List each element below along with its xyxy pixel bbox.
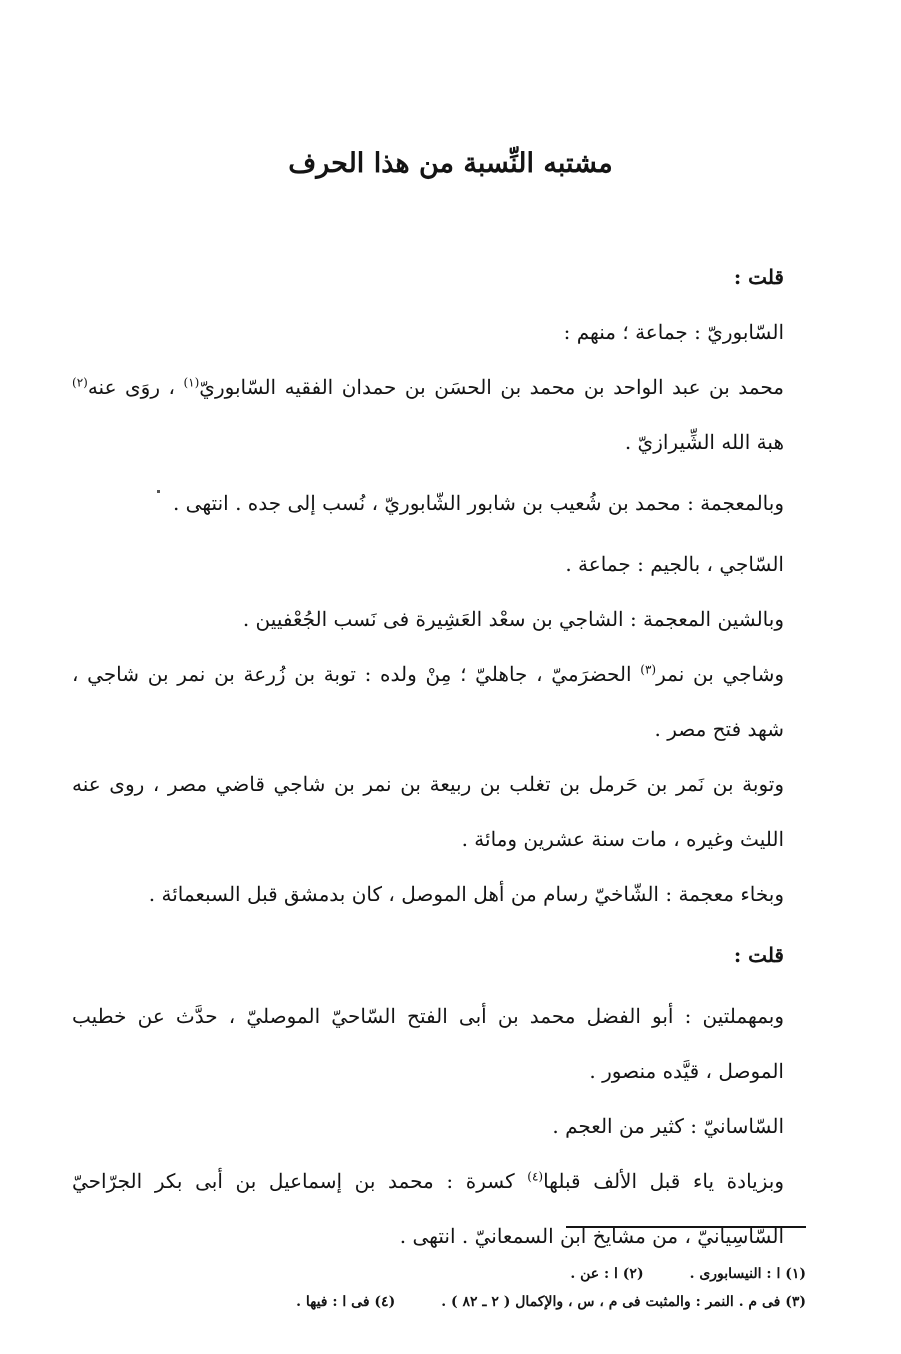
paragraph-shakhi: وبخاء معجمة : الشّاخيّ رسام من أهل الموصل ، كان بدمشق قبل السبعمائة . [148, 882, 784, 906]
footnote-ref-1: (١) [183, 375, 200, 390]
paragraph-text: محمد بن عبد الواحد بن محمد بن الحسَن بن حمدان الفقيه السّابوريّ [199, 375, 784, 399]
paragraph-text: الحضرَميّ ، جاهليّ ؛ مِنْ ولده : توبة بن زُرعة بن نمر بن شاجي ، شهد فتح مصر . [72, 662, 784, 741]
paragraph-sahi: وبمهملتين : أبو الفضل محمد بن أبى الفتح السّاحيّ الموصليّ ، حدَّث عن خطيب الموصل ، قيَّده منصور . [72, 1004, 784, 1083]
paragraph-text: ، روَى عنه [87, 375, 184, 399]
footnote-ref-2: (٢) [72, 375, 88, 390]
footnote-ref-3: (٣) [640, 662, 657, 677]
paragraph-sasiyani [72, 1154, 784, 1264]
paragraph-text: هبة الله الشِّيرازيّ . [624, 430, 784, 454]
footnote-2: (٢) ا : عن . [570, 1266, 644, 1282]
paragraph-muhammad-ibn-abd-al-wahid [72, 360, 784, 470]
scan-speck [157, 490, 160, 493]
page-title: مشتبه النِّسبة من هذا الحرف [288, 148, 613, 179]
footnote-4: (٤) فى ا : فيها . [296, 1294, 396, 1310]
paragraph-text: وشاجي بن نمر [656, 662, 784, 686]
paragraph-text: كسرة : محمد بن إسماعيل بن أبى بكر الجرّاحيّ السّاسِيانيّ ، من مشايخ ابن السمعانيّ . انتهى . [72, 1169, 784, 1248]
paragraph-saburi: السّابوريّ : جماعة ؛ منهم : [563, 320, 784, 344]
footnote-divider [566, 1226, 806, 1228]
footnote-3: (٣) فى م . النمر : والمثبت فى م ، س ، والإكمال ( ٢ ـ ٨٢ ) . [441, 1294, 806, 1310]
footnote-line-1 [86, 1260, 806, 1288]
paragraph-tawba-ibn-nimr: وتوبة بن نَمر بن حَرمل بن تغلب بن ربيعة بن نمر بن شاجي قاضي مصر ، روى عنه الليث وغيره ، مات سنة عشرين ومائة . [72, 772, 784, 851]
paragraph-sasani: السّاسانيّ : كثير من العجم . [552, 1114, 784, 1138]
footnote-ref-4: (٤) [527, 1169, 544, 1184]
footnote-1: (١) ا : النيسابورى . [689, 1266, 806, 1282]
paragraph-shaburi: وبالمعجمة : محمد بن شُعيب بن شابور الشّابوريّ ، نُسب إلى جده . انتهى . [172, 491, 784, 515]
paragraph-shaji: وبالشين المعجمة : الشاجي بن سعْد العَشِيرة فى نَسب الجُعْفيين . [242, 607, 784, 631]
paragraph-saji: السّاجي ، بالجيم : جماعة . [565, 552, 784, 576]
paragraph-qultu-2: قلت : [733, 943, 784, 967]
footnote-line-2 [86, 1288, 806, 1316]
paragraph-text: وبزيادة ياء قبل الألف قبلها [543, 1169, 784, 1193]
main-text [72, 250, 784, 1264]
paragraph-shaji-ibn-nimr [72, 647, 784, 757]
paragraph-qultu-1: قلت : [733, 265, 784, 289]
footnotes [86, 1260, 806, 1316]
